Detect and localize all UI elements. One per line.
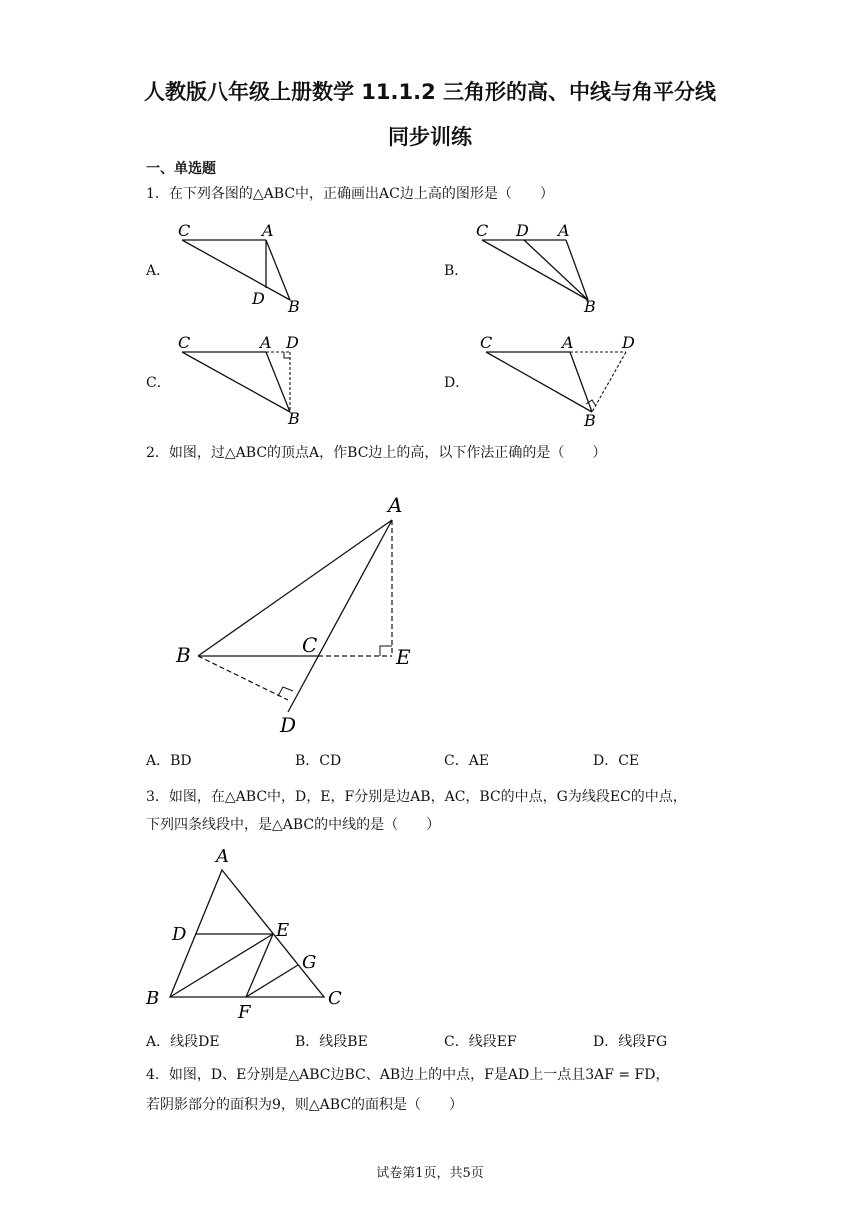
- q3-figure: [140, 840, 360, 1020]
- q1d-label-a: A: [562, 333, 574, 352]
- q3-label-c: C: [328, 988, 342, 1009]
- q1c-label-b: B: [288, 409, 300, 428]
- q1c-label-d: D: [286, 333, 299, 352]
- q3-label-d: D: [172, 924, 187, 945]
- q1-option-a-label: A．: [146, 263, 171, 279]
- page-footer: 试卷第1页，共5页: [376, 1166, 484, 1181]
- q1b-label-c: C: [476, 221, 489, 240]
- question-4-line2: 若阴影部分的面积为9，则△ABC的面积是（ ）: [146, 1097, 464, 1113]
- q1b-label-b: B: [584, 297, 596, 316]
- q2-label-c: C: [302, 633, 318, 657]
- q3-option-c: C．线段EF: [444, 1034, 517, 1050]
- section-heading: 一、单选题: [146, 161, 216, 177]
- q1-figure-b: [470, 218, 610, 318]
- q2-label-d: D: [280, 713, 297, 737]
- question-3-line1: 3．如图，在△ABC中，D，E，F分别是边AB，AC，BC的中点，G为线段EC的中点，: [146, 789, 687, 805]
- question-4-line1: 4．如图，D、E分别是△ABC边BC、AB边上的中点，F是AD上一点且3AF = FD，: [146, 1067, 670, 1083]
- q1-option-d-label: D．: [444, 375, 470, 391]
- q1b-label-a: A: [558, 221, 570, 240]
- q3-label-a: A: [216, 846, 229, 867]
- q2-label-b: B: [176, 643, 191, 667]
- q1a-label-c: C: [178, 221, 191, 240]
- q2-figure: [168, 488, 428, 738]
- q2-option-a: A．BD: [146, 753, 192, 769]
- q1-figure-d: [474, 330, 654, 430]
- q1d-label-d: D: [622, 333, 635, 352]
- q1-figure-a: [170, 218, 310, 318]
- doc-title-line1: 人教版八年级上册数学 11.1.2 三角形的高、中线与角平分线: [143, 80, 717, 104]
- q3-label-b: B: [146, 988, 160, 1009]
- question-2-text: 2．如图，过△ABC的顶点A，作BC边上的高，以下作法正确的是（ ）: [146, 445, 607, 461]
- q3-label-f: F: [238, 1002, 251, 1020]
- q1b-label-d: D: [516, 221, 529, 240]
- q2-option-b: B．CD: [295, 753, 342, 769]
- q2-option-c: C．AE: [444, 753, 490, 769]
- q3-option-b: B．线段BE: [295, 1034, 368, 1050]
- q2-label-a: A: [388, 493, 403, 517]
- q1d-label-b: B: [584, 411, 596, 430]
- q2-label-e: E: [396, 645, 411, 669]
- doc-title-line2: 同步训练: [388, 125, 472, 149]
- q1c-label-c: C: [178, 333, 191, 352]
- q3-label-g: G: [302, 952, 317, 973]
- q1a-label-d: D: [252, 289, 265, 308]
- q1-option-c-label: C．: [146, 375, 171, 391]
- question-3-line2: 下列四条线段中，是△ABC的中线的是（ ）: [146, 817, 441, 833]
- q1d-label-c: C: [480, 333, 493, 352]
- q3-option-d: D．线段FG: [593, 1034, 668, 1050]
- q1-option-b-label: B．: [444, 263, 469, 279]
- q1-figure-c: [170, 330, 320, 430]
- q1c-label-a: A: [260, 333, 272, 352]
- q1a-label-a: A: [262, 221, 274, 240]
- question-1-text: 1．在下列各图的△ABC中，正确画出AC边上高的图形是（ ）: [146, 186, 554, 202]
- q3-label-e: E: [276, 920, 290, 941]
- q3-option-a: A．线段DE: [146, 1034, 220, 1050]
- q2-option-d: D．CE: [593, 753, 640, 769]
- q1a-label-b: B: [288, 297, 300, 316]
